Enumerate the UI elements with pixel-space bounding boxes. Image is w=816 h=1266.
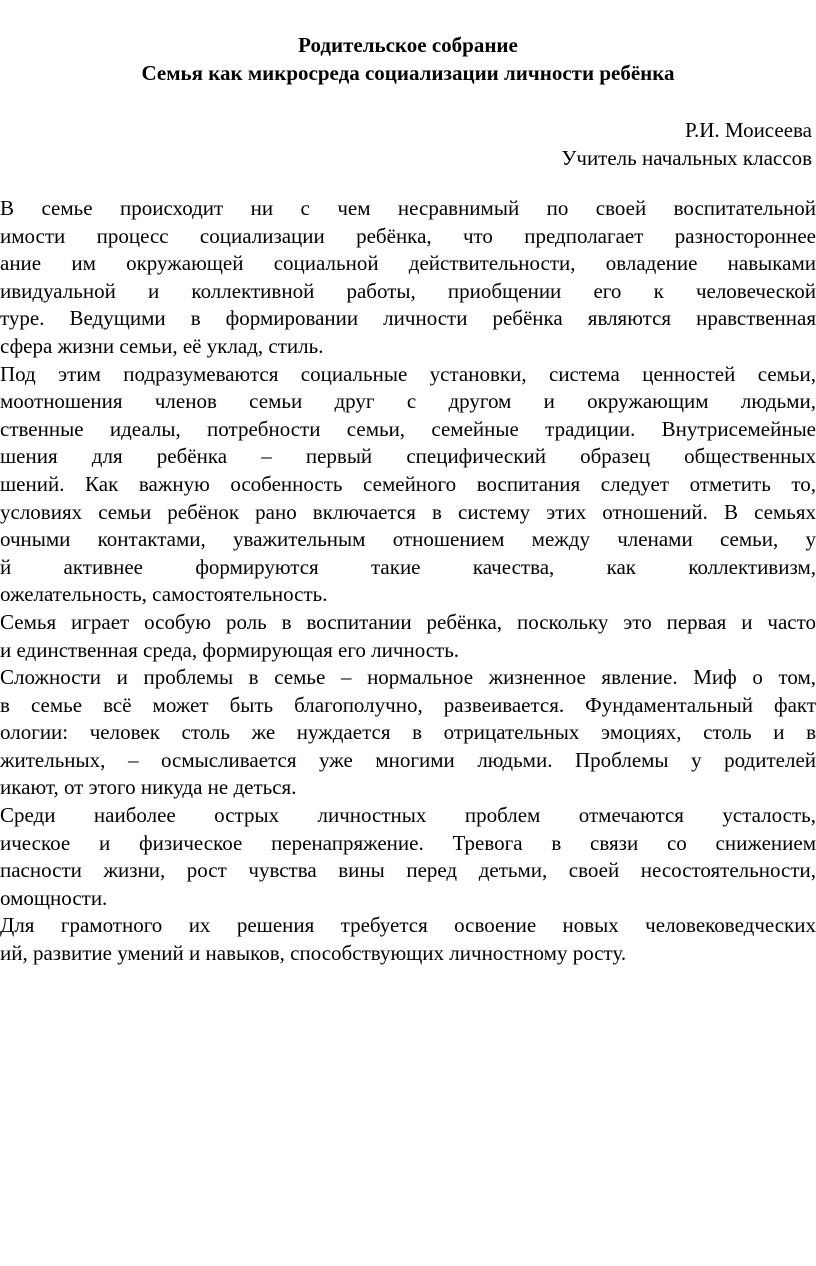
author-name: Р.И. Моисеева bbox=[684, 118, 812, 142]
text-line: ивидуальной и коллективной работы, приобщении его к человеческой bbox=[0, 278, 816, 303]
text-line: омощности. bbox=[0, 885, 108, 910]
text-line: ственные идеалы, потребности семьи, семейные традиции. Внутрисемейные bbox=[0, 416, 816, 441]
text-line: В семье происходит ни с чем несравнимый по своей воспитательной bbox=[0, 196, 816, 220]
text-line: шений. Как важную особенность семейного воспитания следует отметить то, bbox=[0, 471, 816, 496]
text-line: пасности жизни, рост чувства вины перед детьми, своей несостоятельности, bbox=[0, 858, 816, 883]
text-line: Среди наиболее острых личностных проблем отмечаются усталость, bbox=[0, 803, 816, 828]
text-line: икают, от этого никуда не деться. bbox=[0, 775, 297, 800]
text-line: жительных, – осмысливается уже многими людьми. Проблемы у родителей bbox=[0, 747, 816, 772]
author-position: Учитель начальных классов bbox=[561, 146, 812, 170]
text-line: Семья играет особую роль в воспитании ребёнка, поскольку это первая и часто bbox=[0, 609, 816, 634]
text-line: ожелательность, самостоятельность. bbox=[0, 582, 328, 607]
text-line: шения для ребёнка – первый специфический образец общественных bbox=[0, 444, 816, 469]
text-line: туре. Ведущими в формировании личности ребёнка являются нравственная bbox=[0, 306, 816, 331]
text-line: Для грамотного их решения требуется освоение новых человековедческих bbox=[0, 913, 816, 938]
text-line: ание им окружающей социальной действительности, овладение навыками bbox=[0, 251, 816, 276]
text-line: имости процесс социализации ребёнка, что предполагает разностороннее bbox=[0, 223, 816, 248]
text-line: очными контактами, уважительным отношением между членами семьи, у bbox=[0, 527, 816, 552]
text-line: и единственная среда, формирующая его личность. bbox=[0, 637, 460, 662]
text-line: моотношения членов семьи друг с другом и окружающим людьми, bbox=[0, 389, 816, 414]
text-line: условиях семьи ребёнок рано включается в систему этих отношений. В семьях bbox=[0, 499, 816, 524]
text-line: Под этим подразумеваются социальные установки, система ценностей семьи, bbox=[0, 361, 816, 386]
text-line: ическое и физическое перенапряжение. Тревога в связи со снижением bbox=[0, 830, 816, 855]
text-line: ологии: человек столь же нуждается в отрицательных эмоциях, столь и в bbox=[0, 720, 816, 745]
text-line: сфера жизни семьи, её уклад, стиль. bbox=[0, 333, 324, 358]
body-text bbox=[0, 195, 816, 968]
text-line: ий, развитие умений и навыков, способствующих личностному росту. bbox=[0, 941, 627, 966]
text-line: в семье всё может быть благополучно, развеивается. Фундаментальный факт bbox=[0, 692, 816, 717]
page-title: Родительское собрание bbox=[298, 33, 518, 57]
page-subtitle: Семья как микросреда социализации личности ребёнка bbox=[141, 61, 675, 85]
text-line: Сложности и проблемы в семье – нормальное жизненное явление. Миф о том, bbox=[0, 665, 816, 690]
text-line: й активнее формируются такие качества, как коллективизм, bbox=[0, 554, 816, 579]
